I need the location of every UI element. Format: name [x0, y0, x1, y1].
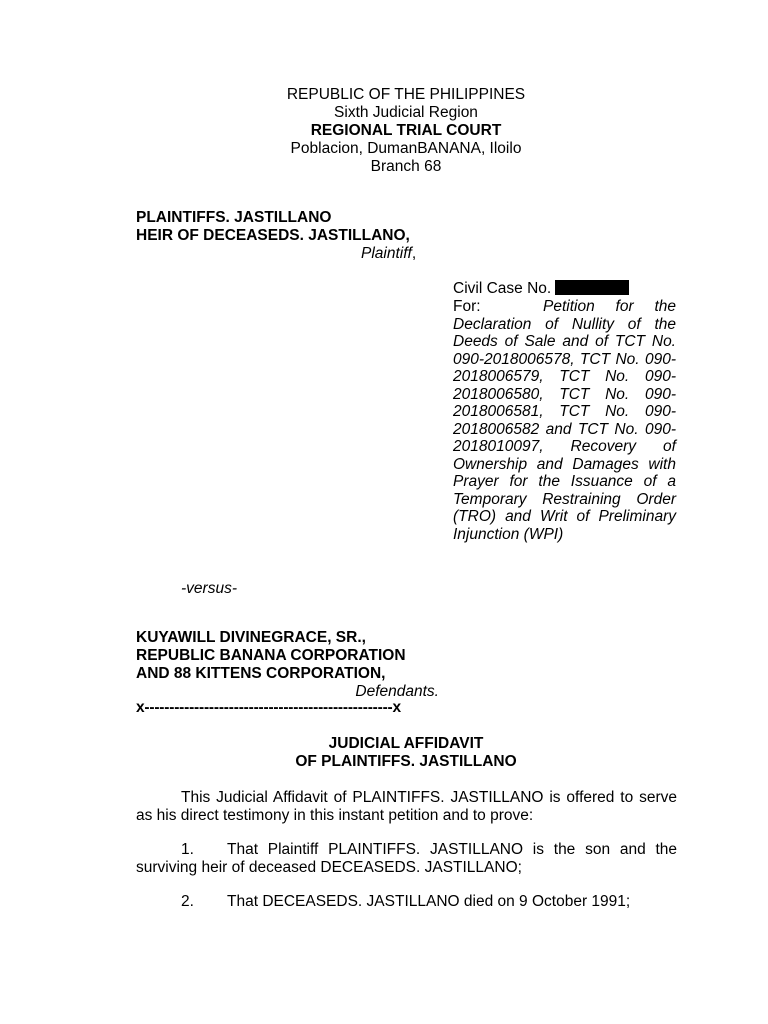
list-item-2-text: That DECEASEDS. JASTILLANO died on 9 October 1991; — [227, 893, 631, 910]
list-item-2-number: 2. — [181, 893, 194, 910]
affidavit-title-line2: OF PLAINTIFFS. JASTILLANO — [295, 753, 517, 770]
affidavit-title-line1: JUDICIAL AFFIDAVIT — [328, 735, 484, 752]
list-item-1-text: That Plaintiff PLAINTIFFS. JASTILLANO is the son and the surviving heir of deceased DECEASEDS. JASTILLANO; — [136, 841, 677, 876]
civil-case-label: Civil Case No. — [453, 280, 552, 297]
list-item-1 — [136, 841, 677, 876]
list-item-1-number: 1. — [181, 841, 194, 858]
header-branch: Branch 68 — [370, 158, 442, 175]
header-republic: REPUBLIC OF THE PHILIPPINES — [286, 86, 526, 103]
list-item-2 — [136, 893, 677, 911]
header-court: REGIONAL TRIAL COURT — [310, 122, 502, 139]
plaintiffs-block — [136, 209, 416, 263]
caption-separator: x--------------------------------------------------x — [136, 699, 401, 716]
case-for-label: For: — [453, 298, 481, 315]
affidavit-title — [0, 735, 768, 771]
defendant-2: REPUBLIC BANANA CORPORATION — [136, 647, 406, 664]
defendants-block — [136, 629, 439, 701]
defendants-role: Defendants. — [355, 683, 439, 700]
case-for — [453, 298, 676, 543]
plaintiff-name: PLAINTIFFS. JASTILLANO — [136, 209, 332, 226]
redaction-box — [555, 280, 629, 295]
defendant-1: KUYAWILL DIVINEGRACE, SR., — [136, 629, 366, 646]
civil-case-number — [453, 280, 676, 298]
header-region: Sixth Judicial Region — [334, 104, 478, 121]
defendant-3: AND 88 KITTENS CORPORATION, — [136, 665, 386, 682]
header-location: Poblacion, DumanBANANA, Iloilo — [290, 140, 522, 157]
plaintiff-role-comma: , — [411, 245, 417, 262]
intro-paragraph: This Judicial Affidavit of PLAINTIFFS. JASTILLANO is offered to serve as his direct testimony in this instant petition and to prove: — [136, 789, 677, 824]
court-header — [0, 86, 768, 176]
case-for-text: Petition for the Declaration of Nullity of the Deeds of Sale and of TCT No. 090-2018006578, TCT No. 090-2018006579, TCT No. 090-2018006580, TCT No. 090-2018006581, TCT No. 090-2018006582 and TCT No. 090-2018010097, Recovery of Ownership and Damages with Prayer for the Issuance of a Temporary Restraining Order (TRO) and Writ of Preliminary Injunction (WPI) — [453, 298, 677, 543]
plaintiff-role-label: Plaintiff — [361, 245, 412, 262]
versus-label: -versus- — [181, 580, 237, 597]
plaintiff-heir: HEIR OF DECEASEDS. JASTILLANO, — [136, 227, 410, 244]
plaintiff-role — [136, 245, 416, 263]
case-block — [453, 280, 676, 543]
